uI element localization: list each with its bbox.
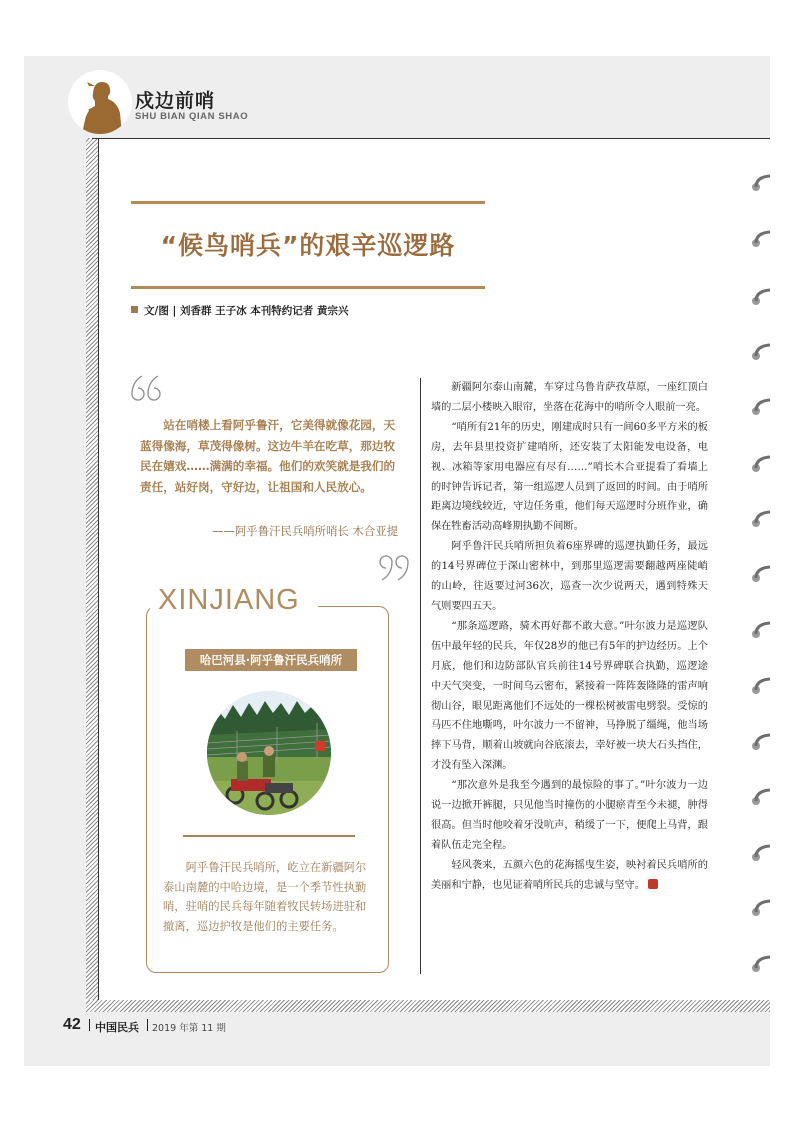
binder-ring-icon	[748, 953, 770, 977]
pull-quote-text: 站在哨楼上看阿乎鲁汗，它美得就像花园，天蓝得像海，草茂得像树。这边牛羊在吃草，那边牧民在嬉戏……满满的幸福。他们的欢笑就是我们的责任，站好岗，守好边，让祖国和人民放心。	[140, 418, 396, 494]
body-paragraph: 阿乎鲁汗民兵哨所担负着6座界碑的巡逻执勤任务，最远的14号界碑位于深山密林中，到那里巡逻需要翻越两座陡峭的山岭，往返要过河36次，巡查一次少说两天，遇到特殊天气则要四五天。	[431, 541, 708, 612]
binder-ring-icon	[748, 508, 770, 532]
soldier-silhouette-icon	[68, 70, 132, 134]
binder-ring-icon	[748, 675, 770, 699]
binder-ring-icon	[748, 897, 770, 921]
binder-ring-icon	[748, 286, 770, 310]
close-quote-icon	[372, 548, 412, 584]
body-paragraph: “那条巡逻路，骑术再好都不敢大意。”叶尔波力是巡逻队伍中最年轻的民兵，年仅28岁的他已有5年的护边经历。上个月底，他们和边防部队官兵前往14号界碑联合执勤，巡逻途中天气突变，一时间乌云密布，紧接着一阵阵轰隆隆的雷声响彻山谷，眼见距离他们不远处的一棵松树被雷电劈裂。受惊的马匹不住地嘶鸣，叶尔波力一不留神，马挣脱了缰绳，他当场摔下马背，顺着山坡就向谷底滚去，幸好被一块大石头挡住，才没有坠入深渊。	[431, 620, 708, 772]
article-body	[431, 378, 708, 896]
frame-top-border	[92, 138, 770, 139]
section-subtitle: SHU BIAN QIAN SHAO	[135, 111, 249, 122]
open-quote-icon	[128, 372, 168, 408]
issue-label: 2019 年第 11 期	[152, 1023, 226, 1034]
frame-hatch-bottom	[86, 1000, 770, 1012]
body-paragraph: “那次意外是我至今遇到的最惊险的事了。”叶尔波力一边说一边掀开裤腿，只见他当时撞伤的小腿瘀青至今未褪，肿得很高。但当时他咬着牙没吭声，稍缓了一下，便爬上马背，跟着队伍走完全程。	[431, 780, 708, 851]
binder-ring-icon	[748, 396, 770, 420]
byline-square-icon	[131, 306, 138, 313]
footer-separator	[147, 1019, 148, 1031]
title-rule-bottom	[131, 286, 485, 289]
binder-ring-icon	[748, 619, 770, 643]
location-box-heading: XINJIANG	[158, 584, 300, 616]
byline	[131, 303, 348, 318]
binder-ring-icon	[748, 563, 770, 587]
magazine-name: 中国民兵	[95, 1021, 139, 1034]
location-box-rule	[183, 835, 355, 837]
patrol-photo	[207, 691, 331, 815]
byline-text: 文/图 | 刘香群 王子冰 本刊特约记者 黄宗兴	[144, 305, 349, 317]
binder-ring-icon	[748, 842, 770, 866]
body-paragraph: 轻风袭来，五颜六色的花海摇曳生姿，映衬着民兵哨所的美丽和宁静，也见证着哨所民兵的忠诚与坚守。	[431, 859, 708, 891]
binder-ring-icon	[748, 731, 770, 755]
frame-hatch-left	[86, 138, 98, 1006]
pull-quote-attribution: ——阿乎鲁汗民兵哨所哨长 木合亚提	[212, 524, 398, 538]
binder-ring-icon	[748, 786, 770, 810]
frame-left-border	[98, 138, 99, 1000]
section-title: 戍边前哨	[135, 90, 216, 112]
body-paragraph: “哨所有21年的历史，刚建成时只有一间60多平方米的板房，去年县里投资扩建哨所，还安装了太阳能发电设备，电视、冰箱等家用电器应有尽有……”哨长木合亚提看了看墙上的时钟告诉记者，第一组巡逻人员到了返回的时间。由于哨所距离边境线较近，守边任务重，他们每天巡逻时分班作业，确保在牲畜活动高峰期执勤不间断。	[431, 421, 708, 533]
binder-ring-icon	[748, 453, 770, 477]
binder-ring-icon	[748, 228, 770, 252]
location-description: 阿乎鲁汗民兵哨所，屹立在新疆阿尔泰山南麓的中哈边境，是一个季节性执勤哨，驻哨的民兵每年随着牧民转场进驻和撤离，巡边护牧是他们的主要任务。	[163, 861, 367, 934]
binder-ring-icon	[748, 341, 770, 365]
footer-separator	[89, 1019, 90, 1031]
body-paragraph: 新疆阿尔泰山南麓，车穿过乌鲁肯萨孜草原，一座红顶白墙的二层小楼映入眼帘，坐落在花海中的哨所令人眼前一亮。	[431, 382, 708, 413]
page-number: 42	[63, 1016, 81, 1033]
binder-ring-icon	[748, 172, 770, 196]
location-tag: 哈巴河县·阿乎鲁汗民兵哨所	[185, 649, 357, 671]
end-mark-icon	[648, 879, 658, 889]
column-divider	[420, 378, 421, 974]
article-title: “候鸟哨兵”的艰辛巡逻路	[160, 231, 456, 260]
title-rule-top	[131, 201, 485, 204]
